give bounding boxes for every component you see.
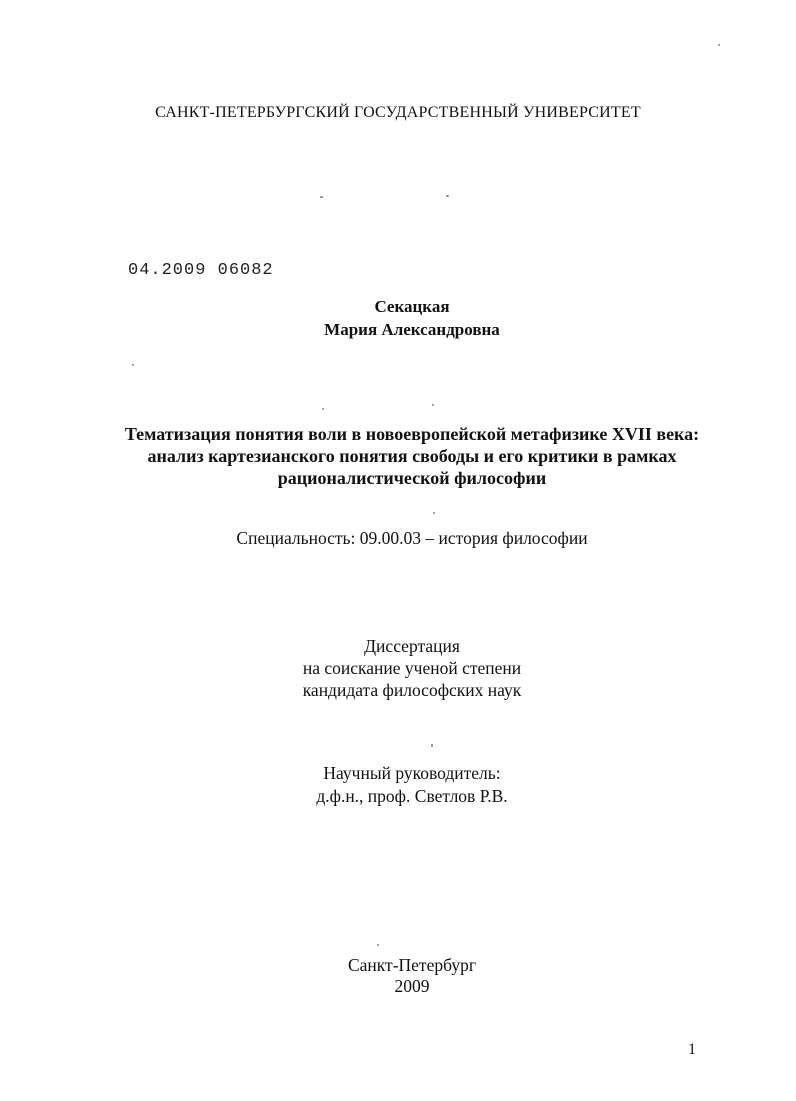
thesis-type-line-2: на соискание ученой степени	[302, 658, 522, 678]
scan-speck	[432, 404, 434, 406]
supervisor-name: д.ф.н., проф. Светлов Р.В.	[316, 786, 508, 806]
scan-speck	[718, 44, 720, 46]
author-last-name: Секацкая	[374, 297, 450, 316]
catalog-stamp: 04.2009 06082	[128, 261, 274, 280]
thesis-type-line-1: Диссертация	[364, 636, 460, 656]
supervisor-label: Научный руководитель:	[323, 763, 501, 783]
author-first-names: Мария Александровна	[324, 320, 500, 339]
scan-speck	[433, 512, 435, 514]
city: Санкт-Петербург	[347, 955, 477, 975]
scan-speck	[431, 744, 433, 747]
scan-speck	[377, 944, 379, 946]
page-number: 1	[688, 1041, 696, 1058]
scan-speck	[320, 196, 323, 198]
year: 2009	[394, 976, 430, 996]
scan-speck	[322, 408, 324, 410]
thesis-title-line-2: анализ картезианского понятия свободы и его критики в рамках	[147, 446, 677, 466]
thesis-title-line-1: Тематизация понятия воли в новоевропейской метафизике XVII века:	[124, 424, 700, 444]
specialty: Специальность: 09.00.03 – история философии	[236, 528, 588, 548]
thesis-type-line-3: кандидата философских наук	[302, 680, 522, 700]
scan-speck	[446, 195, 449, 197]
thesis-title-line-3: рационалистической философии	[277, 468, 547, 488]
university-name: САНКТ-ПЕТЕРБУРГСКИЙ ГОСУДАРСТВЕННЫЙ УНИВЕРСИТЕТ	[155, 104, 641, 121]
scan-speck	[132, 364, 134, 366]
